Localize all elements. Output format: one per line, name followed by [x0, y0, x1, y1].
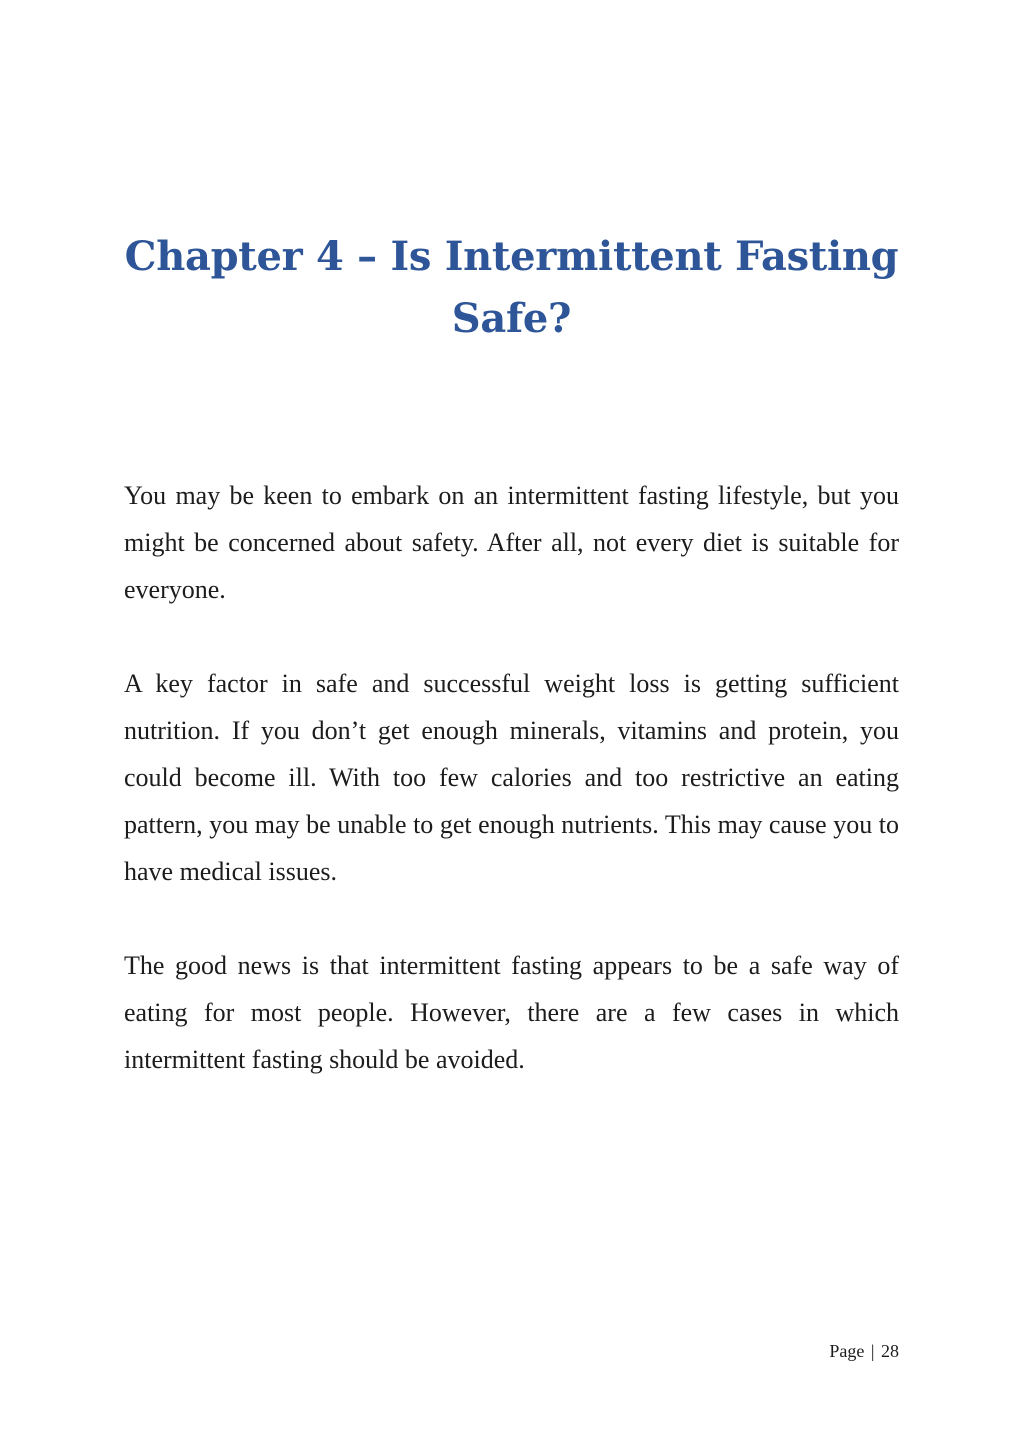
chapter-title: Chapter 4 – Is Intermittent Fasting Safe? [124, 233, 899, 342]
page-footer [829, 1338, 899, 1364]
page-number: 28 [881, 1341, 899, 1361]
page-label: Page [829, 1341, 865, 1361]
paragraph-good-news: The good news is that intermittent fasting appears to be a safe way of eating for most people. However, there are a few cases in which intermittent fasting should be avoided. [124, 951, 899, 1074]
paragraph-safety-concern: You may be keen to embark on an intermittent fasting lifestyle, but you might be concerned about safety. After all, not every diet is suitable for everyone. [124, 481, 899, 604]
body-text [124, 472, 899, 1130]
paragraph-nutrition: A key factor in safe and successful weight loss is getting sufficient nutrition. If you don’t get enough minerals, vitamins and protein, you could become ill. With too few calories and too restrictive an eating pattern, you may be unable to get enough nutrients. This may cause you to have medical issues. [124, 669, 899, 886]
page-separator: | [870, 1341, 875, 1361]
